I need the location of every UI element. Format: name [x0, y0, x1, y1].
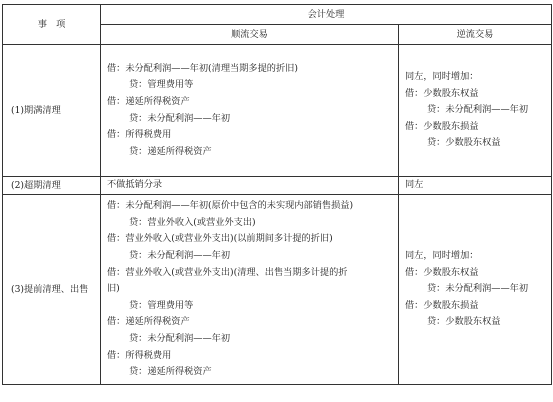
entry-line: 借：少数股东损益 — [405, 299, 479, 311]
entry-line: 借：少数股东损益 — [405, 120, 479, 132]
entry-line: 贷：未分配利润——年初 — [129, 250, 231, 262]
entry-line: 借：未分配利润——年初(原价中包含的未实现内部销售损益) — [107, 200, 354, 212]
header-downstream: 顺流交易 — [101, 25, 399, 45]
header-item: 事 项 — [3, 5, 101, 45]
entry-line: 贷：未分配利润——年初 — [427, 104, 529, 116]
entry-line: 借：营业外收入(或营业外支出)(以前期间多计提的折旧) — [107, 233, 333, 245]
entry-line: 借：所得税费用 — [107, 349, 172, 361]
row-expiry-downstream — [101, 45, 399, 177]
row-early-upstream — [399, 195, 552, 385]
entry-line: 借：营业外收入(或营业外支出)(清理、出售当期多计提的折 — [107, 266, 348, 278]
row-label-expiry: (1)期满清理 — [3, 45, 101, 177]
entry-line: 不做抵销分录 — [107, 179, 163, 191]
entry-line: 借：递延所得税资产 — [107, 95, 190, 107]
row-expiry-upstream — [399, 45, 552, 177]
row-overdue-upstream — [399, 177, 552, 195]
row-label-early: (3)提前清理、出售 — [3, 195, 101, 385]
header-accounting: 会计处理 — [101, 5, 552, 25]
entry-line: 借：少数股东权益 — [405, 266, 479, 278]
entry-line: 借：递延所得税资产 — [107, 316, 190, 328]
entry-line: 贷：管理费用等 — [129, 79, 194, 91]
entry-line: 同左，同时增加： — [405, 71, 479, 83]
entry-line: 旧) — [107, 283, 120, 295]
elimination-table — [2, 4, 552, 385]
row-overdue-downstream — [101, 177, 399, 195]
entry-line: 贷：管理费用等 — [129, 299, 194, 311]
entry-line: 借：未分配利润——年初(清理当期多提的折旧) — [107, 62, 298, 74]
entry-line: 贷：少数股东权益 — [427, 316, 501, 328]
entry-line: 贷：递延所得税资产 — [129, 145, 212, 157]
entry-line: 贷：未分配利润——年初 — [427, 283, 529, 295]
entry-line: 借：少数股东权益 — [405, 87, 479, 99]
entry-line: 贷：未分配利润——年初 — [129, 112, 231, 124]
entry-line: 贷：少数股东权益 — [427, 137, 501, 149]
entry-line: 贷：递延所得税资产 — [129, 366, 212, 378]
entry-line: 同左 — [405, 179, 424, 191]
row-label-overdue: (2)超期清理 — [3, 177, 101, 195]
entry-line: 贷：未分配利润——年初 — [129, 332, 231, 344]
entry-line: 贷：营业外收入(或营业外支出) — [129, 216, 256, 228]
row-early-downstream — [101, 195, 399, 385]
entry-line: 借：所得税费用 — [107, 129, 172, 141]
header-upstream: 逆流交易 — [399, 25, 552, 45]
entry-line: 同左，同时增加： — [405, 250, 479, 262]
